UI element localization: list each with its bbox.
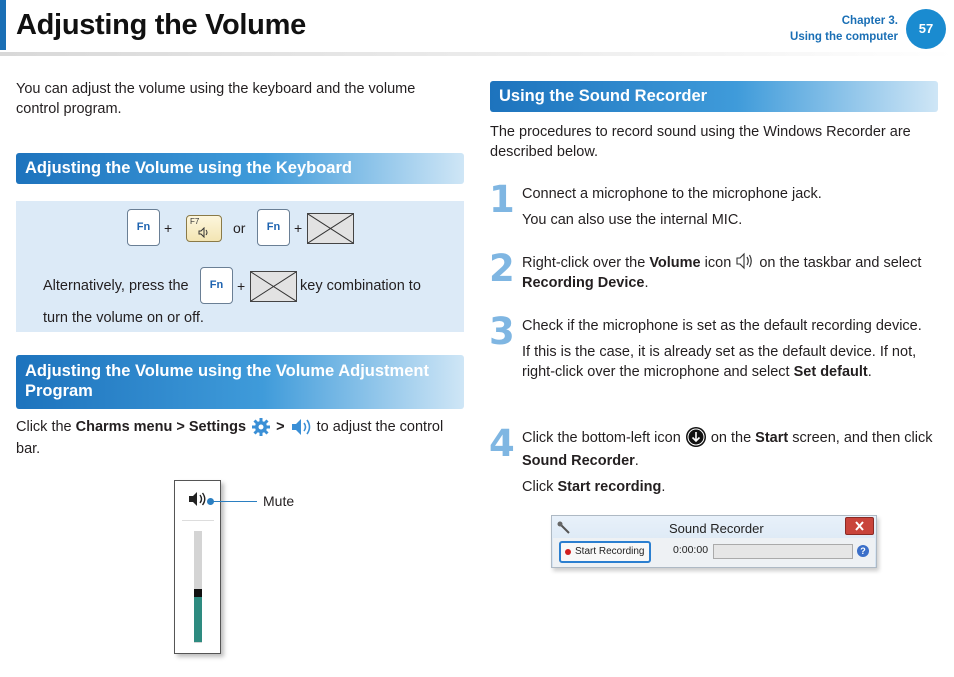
alt-text-part-a: Alternatively, press the	[43, 278, 189, 294]
volume-control-panel	[174, 480, 221, 654]
recorder-title: Sound Recorder	[669, 521, 764, 536]
step-2-text-a: Right-click over the	[522, 255, 650, 271]
step-4-line-1	[522, 427, 942, 473]
step-number-3: 3	[489, 310, 515, 353]
step-3-line-1: Check if the microphone is set as the default recording device.	[522, 318, 922, 334]
or-text: or	[233, 220, 246, 236]
page-title: Adjusting the Volume	[16, 9, 306, 41]
down-arrow-circle-icon	[685, 426, 707, 448]
step-2-text-f: .	[644, 275, 649, 291]
step-4-start-label: Start	[755, 430, 789, 446]
step-4-line-2	[522, 476, 942, 499]
microphone-icon	[557, 521, 573, 535]
step-2	[522, 253, 942, 293]
charms-settings-label: Charms menu > Settings	[75, 418, 247, 435]
step-2-text-c: icon	[700, 255, 736, 271]
record-dot-icon	[565, 549, 571, 555]
click-arrow-text: >	[272, 418, 289, 435]
volume-slider-fill	[194, 596, 202, 642]
plus-sign-3: +	[237, 278, 246, 294]
panel-divider	[182, 520, 214, 521]
chapter-subtitle: Using the computer	[790, 31, 898, 43]
step-2-text-d: on the taskbar and select	[755, 255, 922, 271]
step-3-line-2	[522, 342, 942, 382]
mute-key-placeholder-icon	[307, 213, 354, 244]
section-heading-sound-recorder: Using the Sound Recorder	[490, 81, 938, 112]
chapter-number: Chapter 3.	[841, 15, 898, 27]
step-3-text-a: If this is the case, it is already set as the default device. If not, right-click over the microphone and select	[522, 344, 917, 380]
plus-sign-2: +	[294, 220, 303, 236]
step-2-recording-device-label: Recording Device	[522, 275, 645, 291]
start-recording-button[interactable]	[559, 541, 651, 563]
click-text-pre: Click the	[16, 418, 76, 435]
step-4-text-a: Click the bottom-left icon	[522, 430, 685, 446]
header-accent-bar	[0, 0, 6, 50]
keyboard-instructions-box	[16, 201, 464, 332]
click-instruction	[16, 415, 466, 459]
header-rule	[0, 52, 954, 56]
start-recording-label: Start Recording	[575, 546, 645, 557]
step-4-text-d: screen, and then click	[788, 430, 933, 446]
step-4	[522, 427, 942, 499]
volume-slider-thumb[interactable]	[194, 589, 202, 597]
step-3	[522, 316, 942, 382]
section-heading-keyboard: Adjusting the Volume using the Keyboard	[16, 153, 464, 184]
right-intro-text: The procedures to record sound using the Windows Recorder are described below.	[490, 124, 911, 160]
fn-key-icon: Fn	[127, 209, 160, 246]
step-1-line-2: You can also use the internal MIC.	[522, 212, 743, 228]
taskbar-volume-icon	[735, 251, 755, 271]
step-number-2: 2	[489, 247, 515, 290]
mute-callout-label: Mute	[263, 493, 295, 509]
step-4-text-i: .	[661, 479, 666, 495]
step-2-volume-label: Volume	[649, 255, 701, 271]
alt-text-part-b: key combination to	[300, 278, 421, 294]
mute-callout-line	[210, 501, 257, 502]
step-4-text-b: on the	[706, 430, 756, 446]
click-text-post: to adjust the control bar.	[16, 418, 444, 457]
help-icon[interactable]: ?	[857, 545, 869, 557]
mute-speaker-icon[interactable]	[188, 490, 208, 508]
recording-level-bar	[713, 544, 853, 559]
step-4-sound-recorder-label: Sound Recorder	[522, 453, 635, 469]
sound-recorder-window	[551, 515, 877, 568]
recorder-body	[553, 538, 875, 567]
left-intro-text: You can adjust the volume using the keyboard and the volume control program.	[16, 81, 416, 117]
f7-key-icon: F7	[186, 215, 222, 242]
fn-key-icon-2: Fn	[257, 209, 290, 246]
step-1-line-1: Connect a microphone to the microphone jack.	[522, 186, 822, 202]
step-number-1: 1	[489, 178, 515, 221]
alt-text-part-c: turn the volume on or off.	[43, 310, 204, 326]
step-4-text-f: .	[634, 453, 639, 469]
step-number-4: 4	[489, 422, 515, 465]
volume-icon	[289, 415, 313, 439]
fn-key-icon-3: Fn	[200, 267, 233, 304]
step-3-set-default-label: Set default	[793, 364, 868, 380]
step-4-text-g: Click	[522, 479, 558, 495]
step-4-start-recording-label: Start recording	[557, 479, 662, 495]
plus-sign: +	[164, 220, 173, 236]
close-icon	[846, 518, 873, 534]
step-3-text-c: .	[867, 364, 872, 380]
recording-time: 0:00:00	[673, 544, 709, 556]
section-heading-volume-program: Adjusting the Volume using the Volume Adjustment Program	[16, 355, 464, 409]
page-number-badge: 57	[906, 9, 946, 49]
close-button[interactable]	[845, 517, 874, 535]
speaker-icon	[198, 227, 210, 238]
chapter-label	[790, 13, 898, 45]
mute-key-placeholder-icon-2	[250, 271, 297, 302]
gear-icon	[250, 416, 272, 438]
step-1	[522, 184, 942, 230]
